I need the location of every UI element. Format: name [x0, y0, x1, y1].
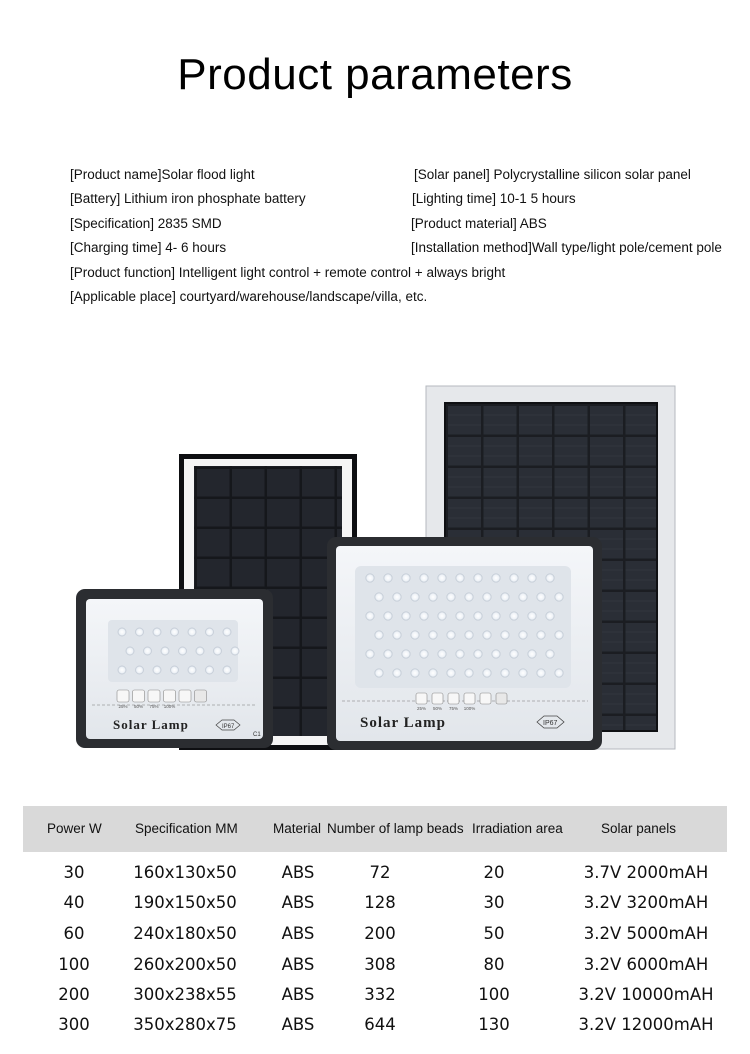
led-bead — [223, 666, 231, 674]
cell-irradiation-area: 80 — [483, 955, 505, 974]
led-bead — [411, 669, 420, 678]
led-bead — [438, 650, 447, 659]
led-bead — [375, 631, 384, 640]
led-bead — [205, 666, 213, 674]
cell-solar-panels: 3.2V 5000mAH — [583, 924, 709, 943]
mode-indicator — [117, 690, 129, 702]
cell-material: ABS — [281, 924, 315, 943]
table-row — [0, 1010, 750, 1040]
header-power: Power W — [47, 821, 102, 836]
led-bead — [519, 631, 528, 640]
led-bead — [546, 650, 555, 659]
mode-indicator — [480, 693, 491, 704]
led-bead — [366, 612, 375, 621]
led-bead — [429, 631, 438, 640]
cell-lamp-beads: 72 — [369, 863, 391, 882]
large-lamp-label: Solar Lamp — [360, 715, 446, 731]
product-photo — [0, 380, 750, 760]
mode-indicator-label: 100% — [463, 706, 476, 711]
mode-indicator-label: 75% — [149, 704, 159, 709]
led-bead — [438, 612, 447, 621]
led-bead — [519, 593, 528, 602]
led-bead — [178, 647, 186, 655]
param-product-name: [Product name]Solar flood light — [70, 167, 255, 182]
cell-power: 60 — [63, 924, 85, 943]
led-bead — [456, 612, 465, 621]
mode-indicator — [195, 690, 207, 702]
header-lamp-beads: Number of lamp beads — [327, 821, 464, 836]
cell-specification: 350x280x75 — [133, 1015, 237, 1034]
led-bead — [375, 593, 384, 602]
param-installation-method: [Installation method]Wall type/light pole/cement pole — [411, 240, 722, 255]
model-tag: C1 — [253, 732, 261, 738]
mode-indicator-label: 50% — [432, 706, 443, 711]
table-row — [0, 950, 750, 980]
large-ip-badge: IP67 — [543, 720, 558, 727]
led-bead — [393, 631, 402, 640]
cell-power: 100 — [58, 955, 90, 974]
led-bead — [393, 669, 402, 678]
led-bead — [118, 628, 126, 636]
cell-specification: 300x238x55 — [133, 985, 237, 1004]
cell-solar-panels: 3.2V 3200mAH — [583, 893, 709, 912]
spec-table-header — [23, 806, 727, 852]
small-lamp-label: Solar Lamp — [113, 717, 189, 732]
cell-material: ABS — [281, 955, 315, 974]
cell-irradiation-area: 100 — [478, 985, 510, 1004]
cell-solar-panels: 3.2V 10000mAH — [578, 985, 714, 1004]
led-bead — [501, 631, 510, 640]
led-bead — [420, 574, 429, 583]
led-bead — [223, 628, 231, 636]
led-bead — [205, 628, 213, 636]
mode-indicator — [164, 690, 176, 702]
mode-indicator-label: 100% — [163, 704, 176, 709]
led-bead — [537, 593, 546, 602]
led-bead — [170, 666, 178, 674]
mode-indicator — [179, 690, 191, 702]
led-bead — [528, 612, 537, 621]
led-bead — [537, 631, 546, 640]
led-bead — [188, 666, 196, 674]
header-solar-panels: Solar panels — [601, 821, 677, 836]
page-title: Product parameters — [177, 50, 573, 99]
table-row — [0, 858, 750, 888]
cell-lamp-beads: 644 — [364, 1015, 396, 1034]
led-bead — [465, 631, 474, 640]
led-bead — [474, 650, 483, 659]
led-bead — [366, 650, 375, 659]
param-product-function: [Product function] Intelligent light control + remote control + always bright — [70, 265, 506, 280]
cell-specification: 240x180x50 — [133, 924, 237, 943]
header-irradiation-area: Irradiation area — [472, 821, 563, 836]
mode-indicator — [416, 693, 427, 704]
led-bead — [474, 612, 483, 621]
cell-power: 300 — [58, 1015, 90, 1034]
param-lighting-time: [Lighting time] 10-1 5 hours — [412, 191, 576, 206]
cell-power: 30 — [63, 863, 85, 882]
header-specification: Specification MM — [135, 821, 238, 836]
mode-indicator-label: 25% — [118, 704, 128, 709]
led-bead — [474, 574, 483, 583]
param-charging-time: [Charging time] 4- 6 hours — [70, 240, 227, 255]
led-bead — [429, 593, 438, 602]
led-bead — [555, 593, 564, 602]
led-bead — [465, 669, 474, 678]
led-bead — [366, 574, 375, 583]
led-bead — [126, 647, 134, 655]
table-row — [0, 888, 750, 918]
small-ip-badge: IP67 — [222, 724, 235, 730]
led-bead — [555, 631, 564, 640]
led-bead — [375, 669, 384, 678]
led-bead — [456, 650, 465, 659]
mode-indicator-label: 25% — [416, 706, 427, 711]
param-product-material: [Product material] ABS — [411, 216, 547, 231]
cell-power: 40 — [63, 893, 85, 912]
cell-irradiation-area: 30 — [483, 893, 505, 912]
led-bead — [170, 628, 178, 636]
mode-indicator — [133, 690, 145, 702]
cell-material: ABS — [281, 985, 315, 1004]
cell-irradiation-area: 50 — [483, 924, 505, 943]
mode-indicator — [432, 693, 443, 704]
led-bead — [411, 593, 420, 602]
led-bead — [456, 574, 465, 583]
led-bead — [447, 669, 456, 678]
led-bead — [384, 574, 393, 583]
led-bead — [429, 669, 438, 678]
mode-indicator-label: 50% — [133, 704, 144, 709]
led-bead — [492, 612, 501, 621]
large-flood-light — [327, 537, 602, 750]
led-bead — [483, 593, 492, 602]
led-bead — [510, 574, 519, 583]
cell-solar-panels: 3.2V 6000mAH — [583, 955, 709, 974]
param-specification: [Specification] 2835 SMD — [70, 216, 222, 231]
mode-indicator-label: 75% — [448, 706, 459, 711]
table-row — [0, 980, 750, 1010]
mode-indicator — [448, 693, 459, 704]
mode-indicator — [496, 693, 507, 704]
table-row — [0, 919, 750, 949]
led-bead — [188, 628, 196, 636]
led-bead — [483, 669, 492, 678]
led-bead — [492, 650, 501, 659]
param-solar-panel: [Solar panel] Polycrystalline silicon solar panel — [414, 167, 691, 182]
led-bead — [510, 612, 519, 621]
led-bead — [528, 574, 537, 583]
led-bead — [384, 650, 393, 659]
param-applicable-place: [Applicable place] courtyard/warehouse/landscape/villa, etc. — [70, 289, 428, 304]
led-bead — [483, 631, 492, 640]
cell-specification: 190x150x50 — [133, 893, 237, 912]
led-bead — [537, 669, 546, 678]
cell-specification: 160x130x50 — [133, 863, 237, 882]
led-bead — [546, 612, 555, 621]
led-bead — [420, 650, 429, 659]
cell-power: 200 — [58, 985, 90, 1004]
led-bead — [510, 650, 519, 659]
led-bead — [465, 593, 474, 602]
led-bead — [402, 612, 411, 621]
led-bead — [546, 574, 555, 583]
led-bead — [135, 666, 143, 674]
led-bead — [528, 650, 537, 659]
mode-indicator — [464, 693, 475, 704]
led-bead — [402, 650, 411, 659]
led-bead — [196, 647, 204, 655]
led-bead — [135, 628, 143, 636]
led-bead — [411, 631, 420, 640]
mode-indicator — [148, 690, 160, 702]
led-bead — [402, 574, 411, 583]
cell-irradiation-area: 130 — [478, 1015, 510, 1034]
led-bead — [153, 666, 161, 674]
led-bead — [231, 647, 239, 655]
led-bead — [501, 669, 510, 678]
cell-solar-panels: 3.7V 2000mAH — [583, 863, 709, 882]
led-bead — [118, 666, 126, 674]
cell-lamp-beads: 128 — [364, 893, 396, 912]
header-material: Material — [273, 821, 322, 836]
cell-material: ABS — [281, 863, 315, 882]
cell-material: ABS — [281, 1015, 315, 1034]
led-bead — [420, 612, 429, 621]
led-bead — [384, 612, 393, 621]
led-bead — [447, 593, 456, 602]
cell-irradiation-area: 20 — [483, 863, 505, 882]
led-bead — [555, 669, 564, 678]
led-bead — [153, 628, 161, 636]
led-bead — [447, 631, 456, 640]
led-bead — [161, 647, 169, 655]
led-bead — [501, 593, 510, 602]
led-bead — [492, 574, 501, 583]
cell-lamp-beads: 308 — [364, 955, 396, 974]
cell-lamp-beads: 332 — [364, 985, 396, 1004]
small-flood-light — [76, 589, 273, 748]
cell-material: ABS — [281, 893, 315, 912]
led-bead — [393, 593, 402, 602]
led-bead — [519, 669, 528, 678]
led-bead — [143, 647, 151, 655]
cell-lamp-beads: 200 — [364, 924, 396, 943]
led-bead — [213, 647, 221, 655]
led-bead — [438, 574, 447, 583]
cell-specification: 260x200x50 — [133, 955, 237, 974]
cell-solar-panels: 3.2V 12000mAH — [578, 1015, 714, 1034]
param-battery: [Battery] Lithium iron phosphate battery — [70, 191, 306, 206]
